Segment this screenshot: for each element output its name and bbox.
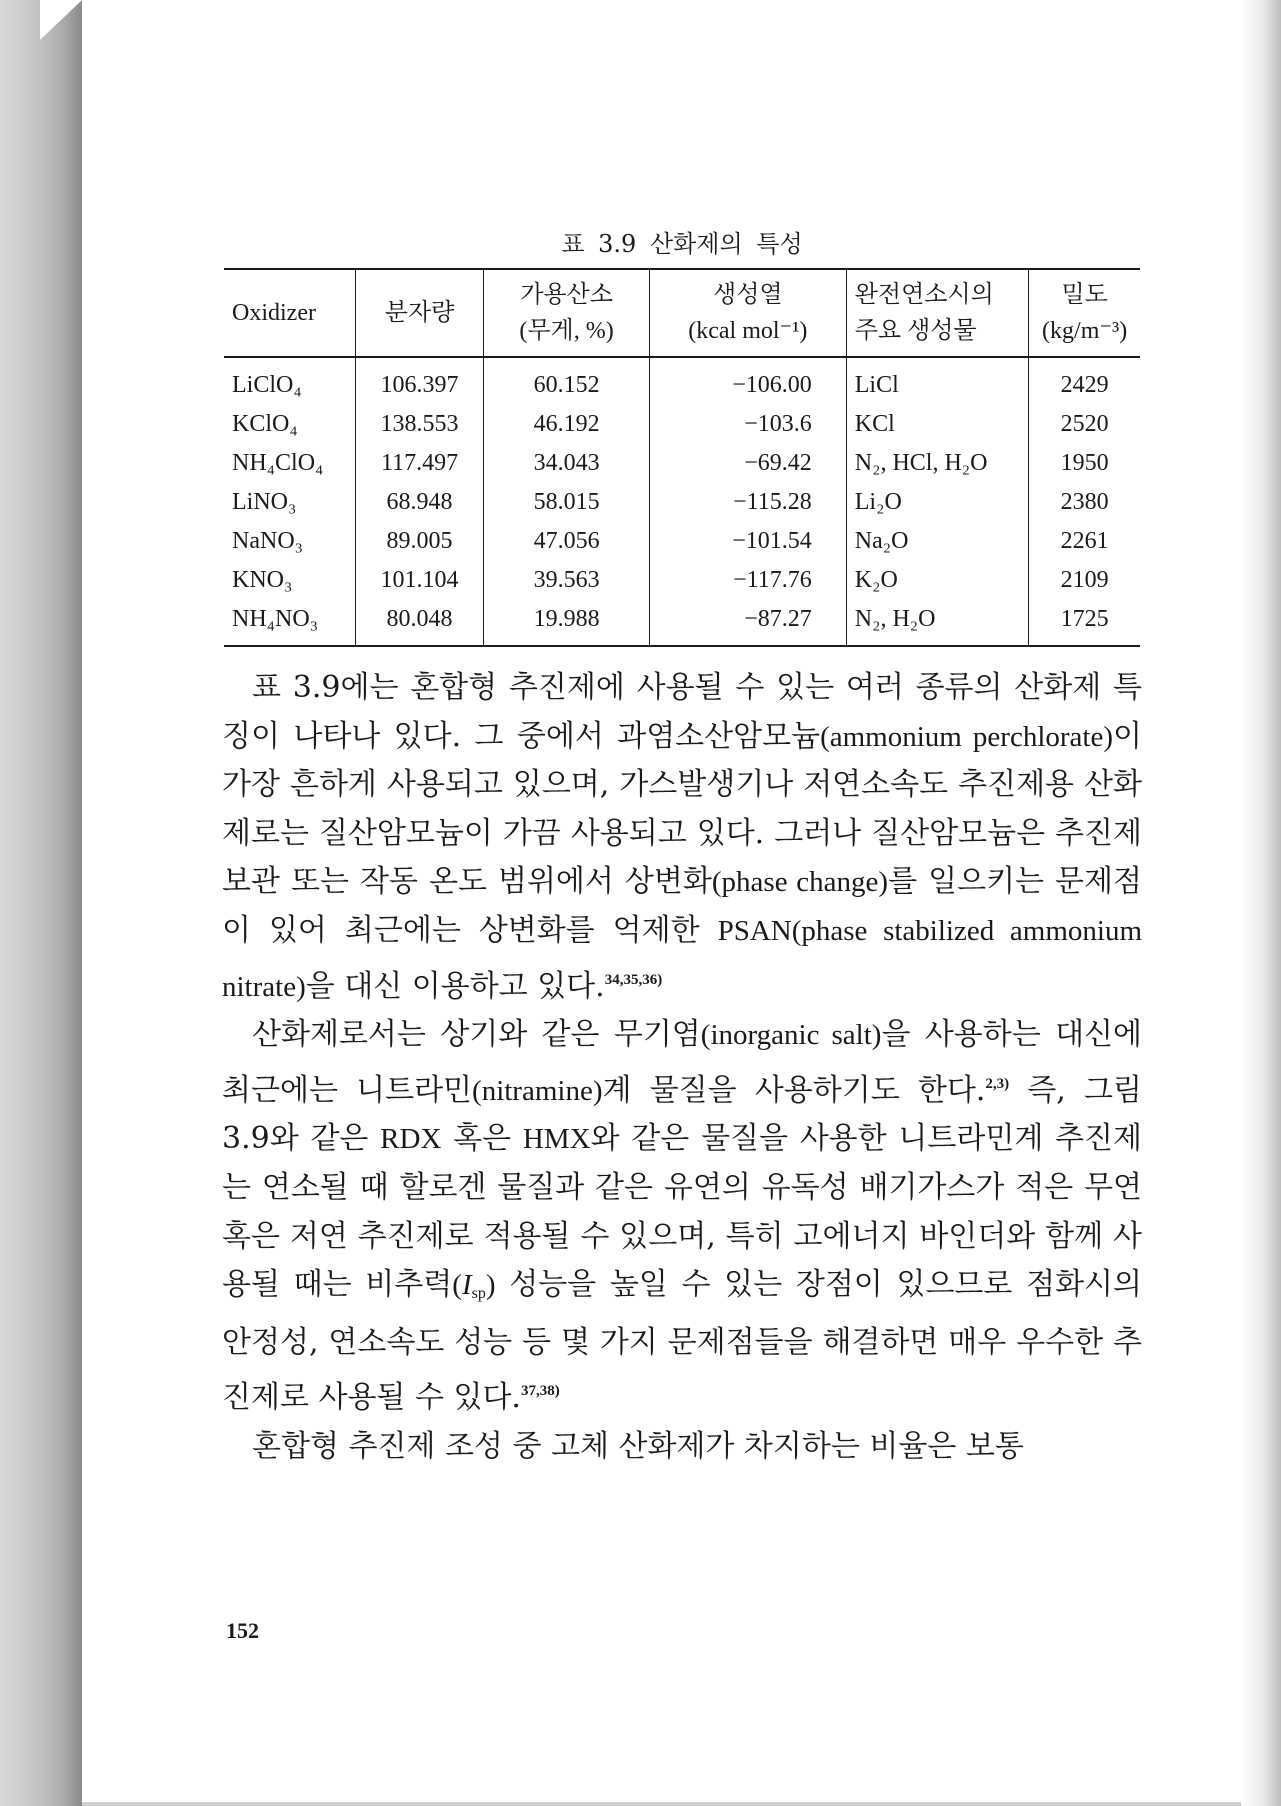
cell-density: 2520 (1029, 405, 1140, 444)
english-term: (nitramine) (472, 1074, 603, 1107)
cell-heat-of-formation: −87.27 (649, 600, 846, 646)
isp-main: I (461, 1269, 472, 1302)
header-available-oxygen (484, 269, 650, 357)
header-available-oxygen-line2: (무게, %) (519, 318, 614, 344)
isp-symbol (452, 1269, 495, 1301)
cell-heat-of-formation: −69.42 (649, 444, 846, 483)
english-term: (phase change) (711, 866, 889, 899)
body-text (222, 664, 1142, 1472)
cell-heat-of-formation: −106.00 (649, 357, 846, 405)
english-term: PSAN (717, 914, 792, 947)
header-heat-of-formation-line1: 생성열 (713, 282, 783, 308)
page-bottom-edge (82, 1802, 1241, 1806)
header-heat-of-formation-line2: (kcal mol⁻¹) (688, 318, 808, 344)
paragraph-text: 을 사용하는 대신에 최근에는 니트라민 (222, 1017, 1143, 1108)
cell-combustion-products: N₂, HCl, H₂O (846, 444, 1029, 483)
page-spine (0, 0, 82, 1806)
cell-molecular-weight: 138.553 (355, 405, 483, 444)
cell-combustion-products: LiCl (846, 357, 1029, 405)
table-row (224, 522, 1140, 561)
header-heat-of-formation (649, 269, 846, 357)
citation: 37,38) (520, 1383, 560, 1400)
table-row (224, 444, 1140, 483)
table-row (224, 483, 1140, 522)
cell-oxidizer: NaNO₃ (232, 528, 304, 555)
paragraph (222, 1423, 1142, 1472)
cell-available-oxygen: 58.015 (484, 483, 650, 522)
english-term: (ammonium perchlorate) (820, 720, 1114, 753)
english-term: (inorganic salt) (700, 1019, 882, 1052)
header-molecular-weight: 분자량 (355, 269, 483, 357)
header-combustion-products-line2: 주요 생성물 (854, 318, 977, 344)
table-row (224, 561, 1140, 600)
page-corner (40, 0, 82, 40)
table-row (224, 357, 1140, 405)
cell-oxidizer: KNO₃ (232, 567, 293, 594)
header-combustion-products-line1: 완전연소시의 (854, 282, 994, 308)
table-header-row (224, 269, 1140, 357)
cell-combustion-products: KCl (846, 405, 1029, 444)
isp-subscript: sp (471, 1285, 486, 1303)
english-term: HMX (522, 1123, 591, 1156)
cell-heat-of-formation: −117.76 (649, 561, 846, 600)
cell-available-oxygen: 60.152 (484, 357, 650, 405)
cell-available-oxygen: 46.192 (484, 405, 650, 444)
paragraph-text: 계 물질을 사용하기도 한다. (602, 1072, 986, 1108)
table-row (224, 405, 1140, 444)
paragraph (222, 1011, 1142, 1423)
header-density-line2: (kg/m⁻³) (1042, 318, 1128, 344)
citation: 34,35,36) (604, 971, 663, 988)
paragraph-text: 을 대신 이용하고 있다. (305, 968, 605, 1004)
cell-molecular-weight: 89.005 (355, 522, 483, 561)
header-oxidizer: Oxidizer (224, 269, 355, 357)
table-row (224, 600, 1140, 646)
header-density (1029, 269, 1140, 357)
cell-combustion-products: Na₂O (846, 522, 1029, 561)
cell-molecular-weight: 117.497 (355, 444, 483, 483)
cell-oxidizer: KClO₄ (232, 411, 298, 438)
cell-available-oxygen: 39.563 (484, 561, 650, 600)
paragraph-text: 표 3.9에는 혼합형 추진제에 사용될 수 있는 여러 종류의 산화제 특징이 나타나 있다. 그 중에서 과염소산암모늄 (222, 670, 1142, 754)
cell-oxidizer: LiClO₄ (232, 372, 302, 399)
cell-molecular-weight: 106.397 (355, 357, 483, 405)
paragraph-text: 즉, 그림 3.9와 같은 (222, 1072, 1142, 1157)
cell-molecular-weight: 80.048 (355, 600, 483, 646)
table-caption: 표 3.9 산화제의 특성 (561, 230, 803, 258)
paragraph-text: 를 일으키는 문제점이 있어 최근에는 상변화를 억제한 (222, 864, 1142, 948)
cell-density: 2380 (1029, 483, 1140, 522)
header-density-line1: 밀도 (1061, 282, 1108, 308)
cell-heat-of-formation: −115.28 (649, 483, 846, 522)
cell-density: 1725 (1029, 600, 1140, 646)
paragraph-text: 이 가장 흔하게 사용되고 있으며, 가스발생기나 저연소속도 추진제용 산화제로는 질산암모늄이 가끔 사용되고 있다. 그러나 질산암모늄은 추진제 보관 또는 작동 온도 범위에서 상변화 (222, 718, 1142, 900)
cell-available-oxygen: 19.988 (484, 600, 650, 646)
cell-available-oxygen: 47.056 (484, 522, 650, 561)
page-edge-shadow (1241, 0, 1281, 1806)
english-term: (phase stabilized ammonium nitrate) (222, 914, 1142, 1003)
page-number: 152 (226, 1618, 259, 1643)
english-term: RDX (380, 1123, 442, 1156)
isp-close-paren: ) (485, 1269, 496, 1302)
citation: 2,3) (985, 1075, 1010, 1092)
paragraph-text: 산화제로서는 상기와 같은 무기염 (252, 1017, 701, 1053)
cell-combustion-products: Li₂O (846, 483, 1029, 522)
paragraph-text: 성능을 높일 수 있는 장점이 있으므로 점화시의 안정성, 연소속도 성능 등 몇 가지 문제점들을 해결하면 매우 우수한 추진제로 사용될 수 있다. (222, 1267, 1143, 1416)
paragraph-text: 혼합형 추진제 조성 중 고체 산화제가 차지하는 비율은 보통 (252, 1428, 1024, 1464)
cell-combustion-products: N₂, H₂O (846, 600, 1029, 646)
cell-heat-of-formation: −101.54 (649, 522, 846, 561)
cell-molecular-weight: 68.948 (355, 483, 483, 522)
header-available-oxygen-line1: 가용산소 (520, 282, 613, 308)
cell-oxidizer: NH₄ClO₄ (232, 450, 324, 477)
isp-open-paren: ( (452, 1269, 462, 1302)
cell-density: 1950 (1029, 444, 1140, 483)
cell-density: 2261 (1029, 522, 1140, 561)
paragraph-text: 와 같은 물질을 사용한 니트라민계 추진제는 연소될 때 할로겐 물질과 같은 유연의 유독성 배기가스가 적은 무연 혹은 저연 추진제로 적용될 수 있으며, 특히 고에너지 바인더와 함께 사용될 때는 비추력 (222, 1121, 1142, 1303)
oxidizer-table (224, 268, 1140, 647)
cell-oxidizer: LiNO₃ (232, 489, 297, 516)
paragraph-text: 혹은 (441, 1121, 523, 1157)
cell-oxidizer: NH₄NO₃ (224, 600, 355, 646)
cell-molecular-weight: 101.104 (355, 561, 483, 600)
cell-combustion-products: K₂O (846, 561, 1029, 600)
cell-density: 2429 (1029, 357, 1140, 405)
cell-density: 2109 (1029, 561, 1140, 600)
paragraph (222, 664, 1142, 1011)
cell-heat-of-formation: −103.6 (649, 405, 846, 444)
cell-available-oxygen: 34.043 (484, 444, 650, 483)
header-combustion-products (846, 269, 1029, 357)
